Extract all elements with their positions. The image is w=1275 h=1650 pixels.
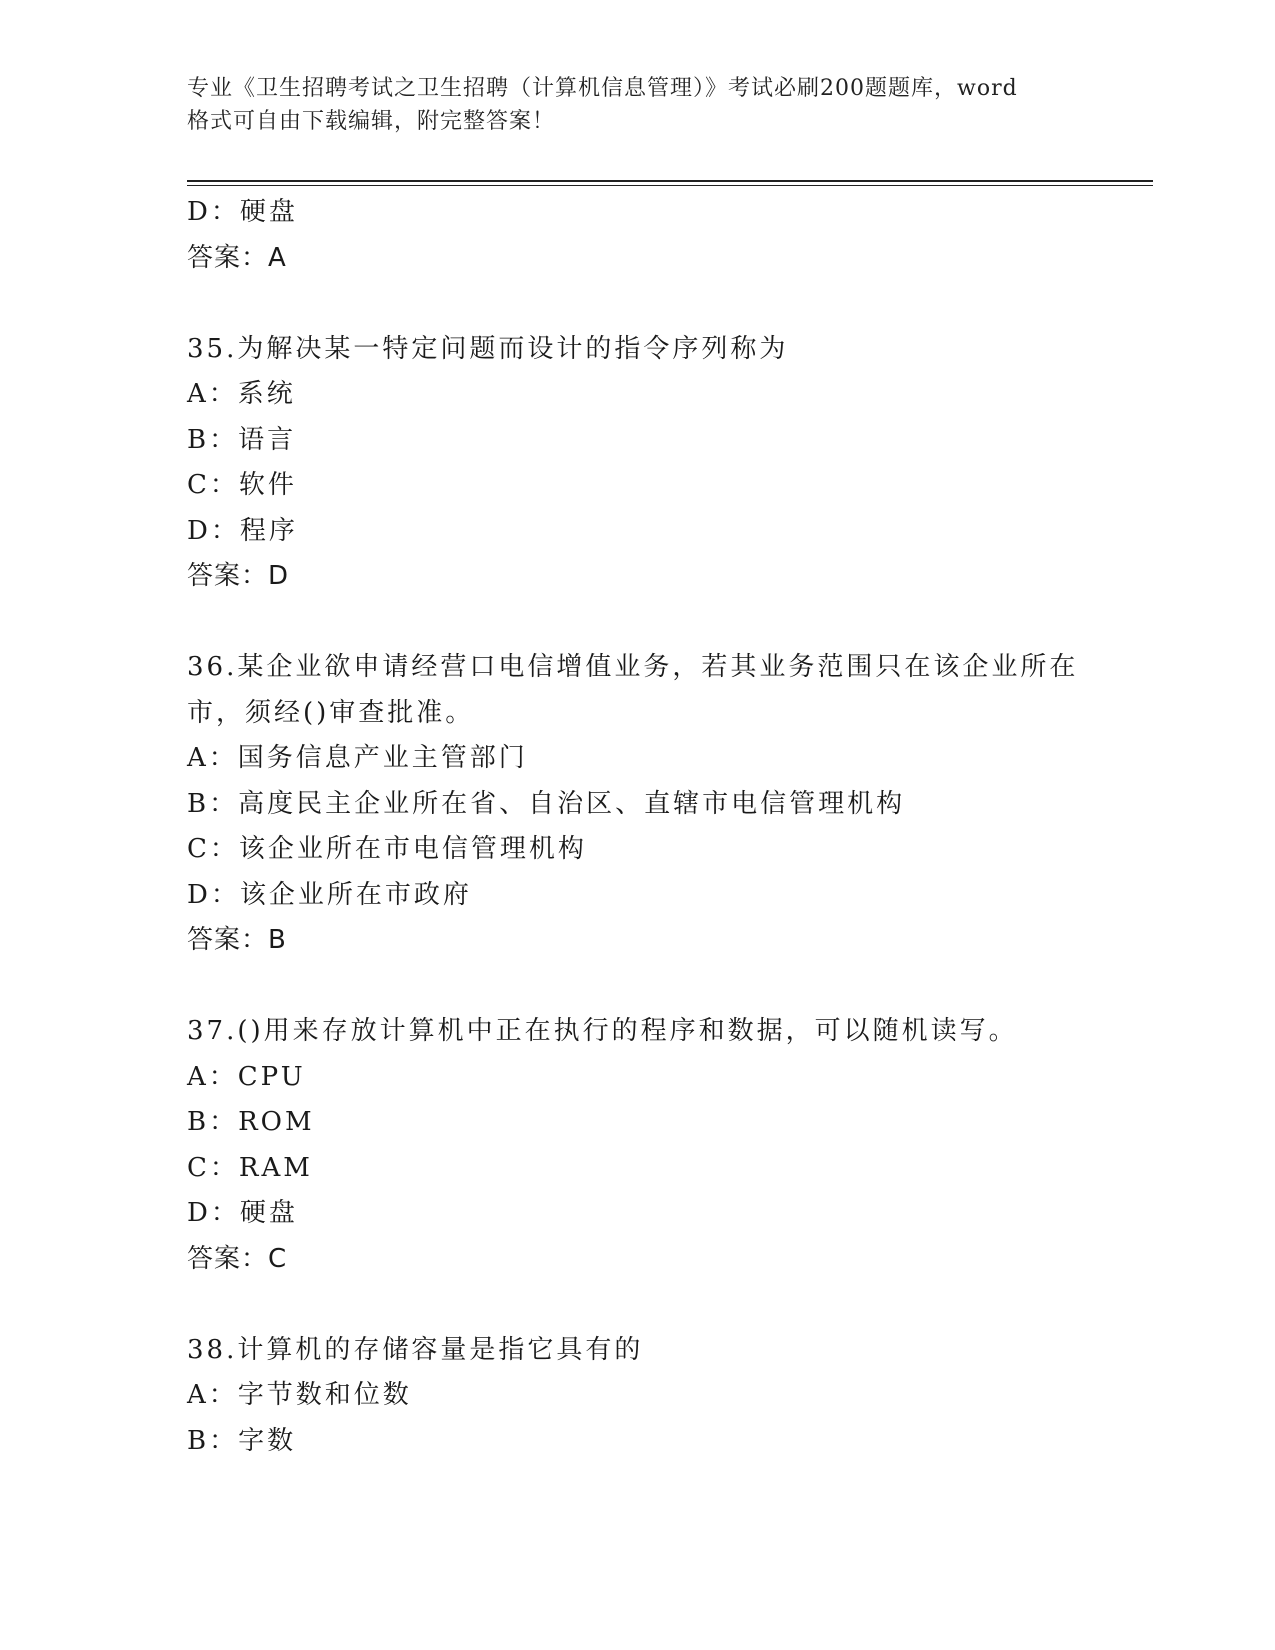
option-b: B：ROM bbox=[187, 1107, 315, 1137]
spacer bbox=[187, 600, 1153, 646]
question-stem: 37.()用来存放计算机中正在执行的程序和数据，可以随机读写。 bbox=[187, 1016, 1018, 1046]
option-d: D：硬盘 bbox=[187, 197, 298, 227]
question-37 bbox=[187, 1009, 1153, 1282]
header-divider-thick bbox=[187, 180, 1153, 182]
option-c: C：RAM bbox=[187, 1152, 313, 1183]
option-a: A：CPU bbox=[187, 1061, 306, 1092]
answer-line: 答案：A bbox=[187, 242, 287, 273]
question-36 bbox=[187, 645, 1153, 964]
question-list bbox=[187, 190, 1153, 1464]
question-38 bbox=[187, 1328, 1153, 1465]
option-a: A：系统 bbox=[187, 379, 296, 409]
header-title-line-2: 格式可自由下载编辑，附完整答案！ bbox=[187, 109, 556, 134]
question-stem: 38.计算机的存储容量是指它具有的 bbox=[187, 1334, 644, 1365]
header-title-line-1: 专业《卫生招聘考试之卫生招聘（计算机信息管理）》考试必刷200题题库，word bbox=[187, 76, 1018, 101]
option-d: D：该企业所在市政府 bbox=[187, 879, 472, 910]
header-divider-thin bbox=[187, 185, 1153, 186]
option-b: B：语言 bbox=[187, 424, 297, 455]
option-c: C：软件 bbox=[187, 470, 297, 500]
question-stem: 35.为解决某一特定问题而设计的指令序列称为 bbox=[187, 333, 789, 364]
answer-line: 答案：B bbox=[187, 925, 287, 955]
option-b: B：字数 bbox=[187, 1425, 297, 1456]
option-c: C：该企业所在市电信管理机构 bbox=[187, 834, 587, 864]
option-d: D：硬盘 bbox=[187, 1198, 298, 1228]
option-a: A：国务信息产业主管部门 bbox=[187, 743, 528, 773]
spacer bbox=[187, 281, 1153, 327]
question-stem-line-2: 市，须经()审查批准。 bbox=[187, 697, 475, 728]
spacer bbox=[187, 1282, 1153, 1328]
option-d: D：程序 bbox=[187, 515, 298, 546]
spacer bbox=[187, 964, 1153, 1010]
question-35 bbox=[187, 327, 1153, 600]
question-stem-line-1: 36.某企业欲申请经营口电信增值业务，若其业务范围只在该企业所在 bbox=[187, 652, 1079, 682]
document-header bbox=[187, 72, 1087, 138]
question-34-tail bbox=[187, 190, 1153, 281]
answer-line: 答案：D bbox=[187, 561, 290, 591]
answer-line: 答案：C bbox=[187, 1243, 288, 1274]
option-a: A：字节数和位数 bbox=[187, 1380, 412, 1410]
option-b: B：高度民主企业所在省、自治区、直辖市电信管理机构 bbox=[187, 788, 906, 819]
